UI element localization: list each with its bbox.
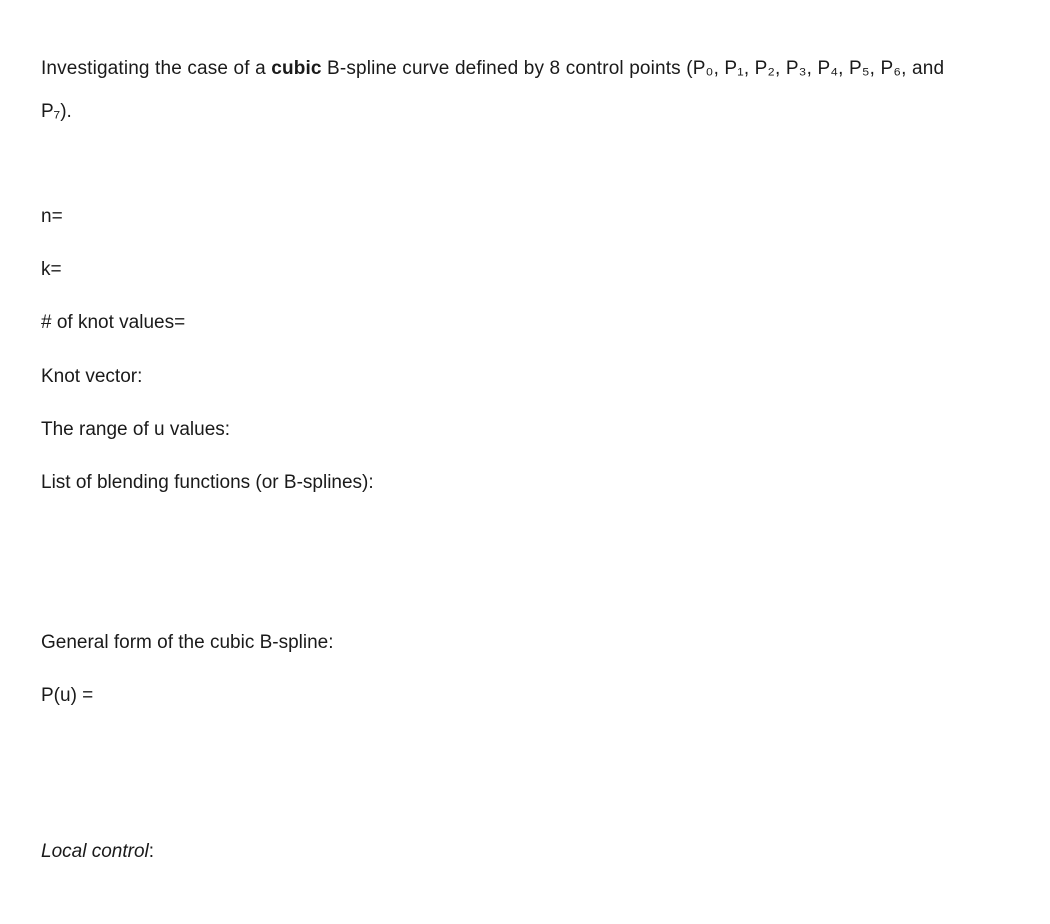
knot-vector-label: Knot vector: xyxy=(41,366,143,387)
knot-count-label: # of knot values= xyxy=(41,312,186,333)
local-control-colon: : xyxy=(148,841,155,862)
general-form-label: General form of the cubic B-spline: xyxy=(41,632,334,653)
blending-functions-label: List of blending functions (or B-splines): xyxy=(41,472,374,493)
pu-label: P(u) = xyxy=(41,685,94,706)
u-range-label: The range of u values: xyxy=(41,419,231,440)
intro-emphasis-cubic: cubic xyxy=(271,58,322,79)
intro-continuation: P₇). xyxy=(41,101,72,122)
n-label: n= xyxy=(41,206,63,227)
intro-paragraph xyxy=(41,57,944,81)
intro-suffix: B-spline curve defined by 8 control points (P₀, P₁, P₂, P₃, P₄, P₅, P₆, and xyxy=(321,58,945,79)
local-control-label: Local control xyxy=(41,841,149,862)
k-label: k= xyxy=(41,259,62,280)
intro-prefix: Investigating the case of a xyxy=(41,58,272,79)
local-control-line xyxy=(41,840,154,864)
